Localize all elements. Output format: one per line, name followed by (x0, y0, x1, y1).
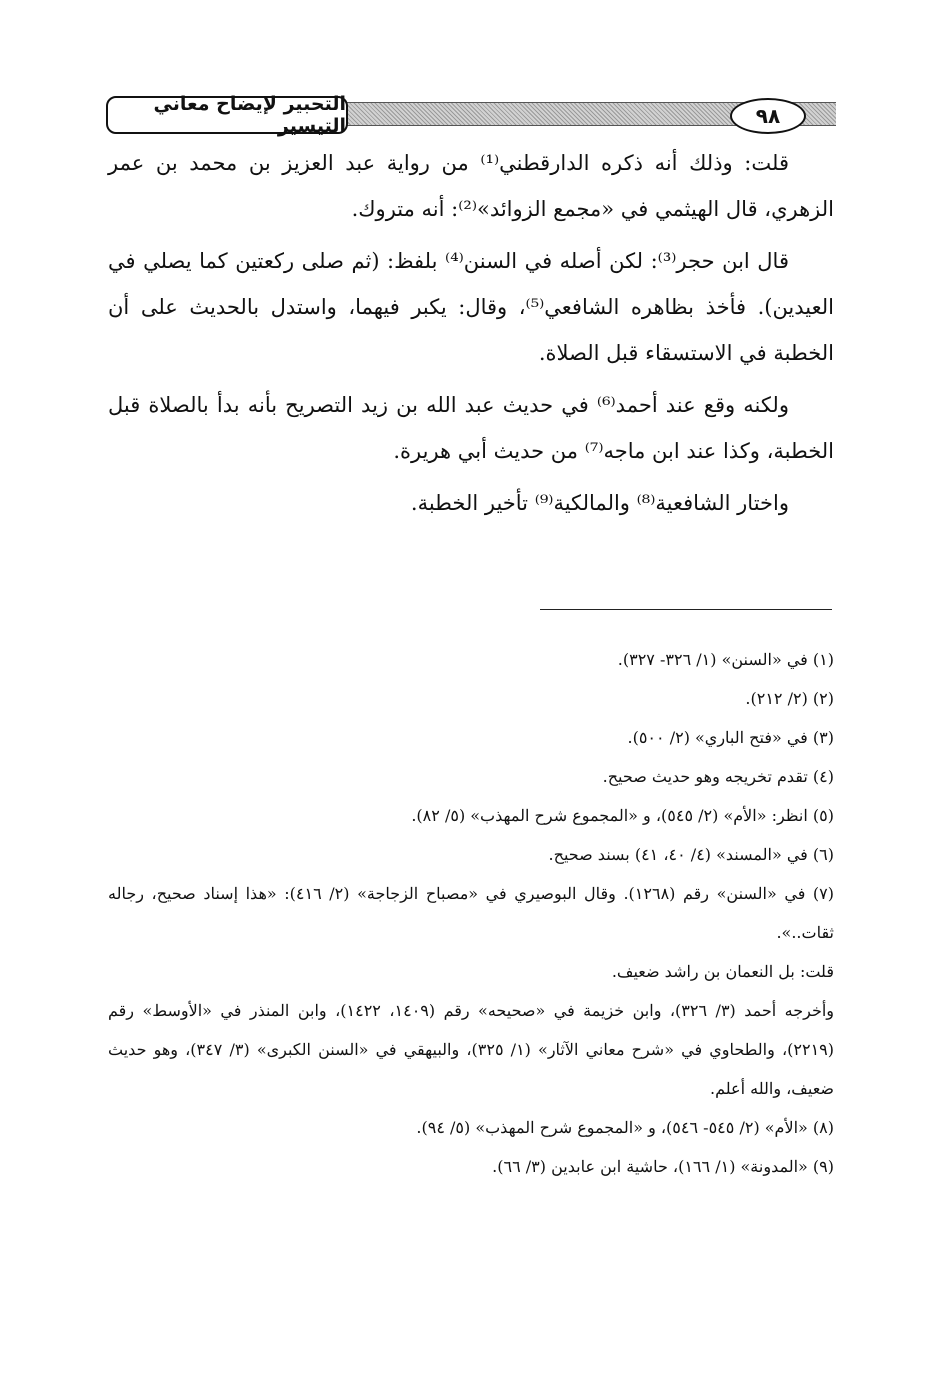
footnote: (٦) في «المسند» (٤/ ٤٠، ٤١) بسند صحيح. (548, 845, 834, 864)
footnote-separator (540, 609, 832, 610)
footnote: (١) في «السنن» (١/ ٣٢٦- ٣٢٧). (617, 650, 834, 669)
paragraph: قلت: وذلك أنه ذكره الدارقطني⁽¹⁾ من رواية عبد العزيز بن محمد بن عمر الزهري، قال الهيثمي في «مجمع الزوائد»⁽²⁾: أنه متروك. (108, 151, 834, 221)
paragraph: قال ابن حجر⁽³⁾: لكن أصله في السنن⁽⁴⁾ بلفظ: (ثم صلى ركعتين كما يصلي في العيدين). فأخذ بظاهره الشافعي⁽⁵⁾، وقال: يكبر فيهما، واستدل بالحديث على أن الخطبة في الاستسقاء قبل الصلاة. (108, 249, 835, 365)
paragraph: ولكنه وقع عند أحمد⁽⁶⁾ في حديث عبد الله بن زيد التصريح بأنه بدأ بالصلاة قبل الخطبة، وكذا عند ابن ماجه⁽⁷⁾ من حديث أبي هريرة. (108, 393, 834, 463)
running-header-title: التحبير لإيضاح معاني التيسير (106, 96, 348, 134)
footnote: قلت: بل النعمان بن راشد ضعيف. (611, 962, 834, 981)
main-text (108, 140, 834, 532)
footnote: (٣) في «فتح الباري» (٢/ ٥٠٠). (627, 728, 834, 747)
footnote: (٢) (٢/ ٢١٢). (745, 689, 834, 708)
footnotes (108, 640, 834, 1186)
page-number: ٩٨ (730, 98, 806, 134)
footnote: (٧) في «السنن» رقم (١٢٦٨). وقال البوصيري في «مصباح الزجاجة» (٢/ ٤١٦): «هذا إسناد صحيح، رجاله ثقات..». (108, 884, 835, 942)
footnote: (٨) «الأم» (٢/ ٥٤٥- ٥٤٦)، و «المجموع شرح المهذب» (٥/ ٩٤). (416, 1118, 834, 1137)
paragraph: واختار الشافعية⁽⁸⁾ والمالكية⁽⁹⁾ تأخير الخطبة. (410, 491, 789, 515)
footnote: (٤) تقدم تخريجه وهو حديث صحيح. (602, 767, 834, 786)
footnote: وأخرجه أحمد (٣/ ٣٢٦)، وابن خزيمة في «صحيحه» رقم (١٤٠٩، ١٤٢٢)، وابن المنذر في «الأوسط» رقم (٢٢١٩)، والطحاوي في «شرح معاني الآثار» (١/ ٣٢٥)، والبيهقي في «السنن الكبرى» (٣/ ٣٤٧)، وهو حديث ضعيف، والله أعلم. (108, 1001, 835, 1098)
footnote: (٥) انظر: «الأم» (٢/ ٥٤٥)، و «المجموع شرح المهذب» (٥/ ٨٢). (411, 806, 834, 825)
footnote: (٩) «المدونة» (١/ ١٦٦)، حاشية ابن عابدين (٣/ ٦٦). (492, 1157, 834, 1176)
